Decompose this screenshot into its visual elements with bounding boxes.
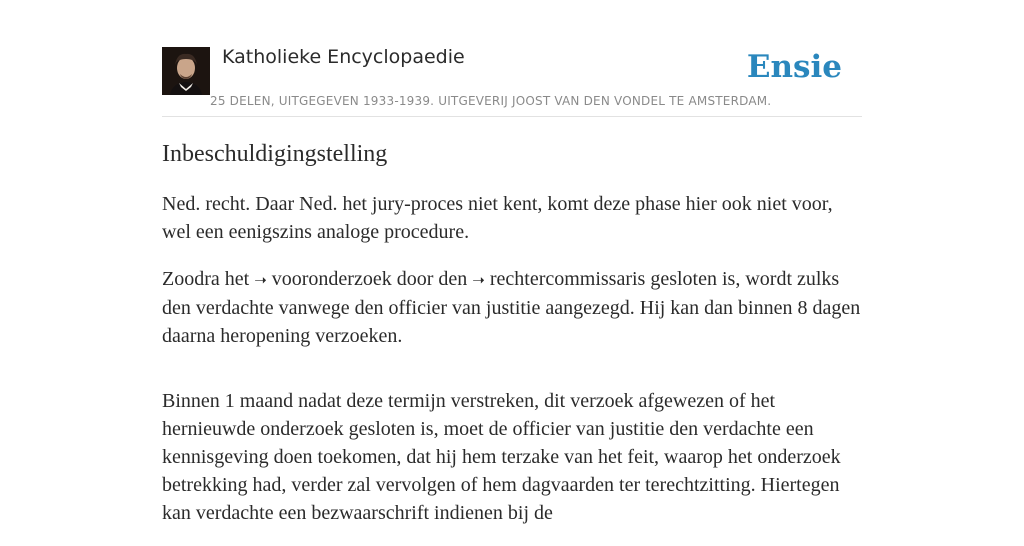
cross-reference-link-vooronderzoek[interactable]: vooronderzoek <box>271 268 392 290</box>
source-header <box>162 40 862 117</box>
paragraph-text: Zoodra het <box>162 268 250 290</box>
article-paragraph <box>162 265 862 350</box>
source-avatar[interactable] <box>162 47 210 95</box>
brand-logo-link[interactable]: Ensie <box>746 49 842 85</box>
source-title[interactable]: Katholieke Encyclopaedie <box>222 46 465 68</box>
article <box>162 138 862 546</box>
paragraph-text: door den <box>396 268 468 290</box>
portrait-icon <box>162 47 210 95</box>
cross-reference-arrow-icon: ➝ <box>254 271 267 289</box>
source-subtitle: 25 DELEN, UITGEGEVEN 1933-1939. UITGEVERIJ JOOST VAN DEN VONDEL TE AMSTERDAM. <box>210 94 772 108</box>
article-title: Inbeschuldigingstelling <box>162 141 388 167</box>
paragraph-text: gesloten is, wordt zulks den verdachte vanwege den officier van justitie aangezegd. Hij kan dan binnen 8 dagen daarna heropening verzoeken. <box>162 268 861 347</box>
article-paragraph: Binnen 1 maand nadat deze termijn verstreken, dit verzoek afgewezen of het hernieuwde onderzoek gesloten is, moet de officier van justitie den verdachte een kennisgeving doen toekomen, dat hij hem terzake van het feit, waarop het onderzoek betrekking had, verder zal vervolgen of hem dagvaarden ter terechtzitting. Hiertegen kan verdachte een bezwaarschrift indienen bij de <box>162 390 841 524</box>
cross-reference-link-rechtercommissaris[interactable]: rechtercommissaris <box>489 268 646 290</box>
article-paragraph: Ned. recht. Daar Ned. het jury-proces niet kent, komt deze phase hier ook niet voor, wel een eenigszins analoge procedure. <box>162 193 833 243</box>
cross-reference-arrow-icon: ➝ <box>472 271 485 289</box>
